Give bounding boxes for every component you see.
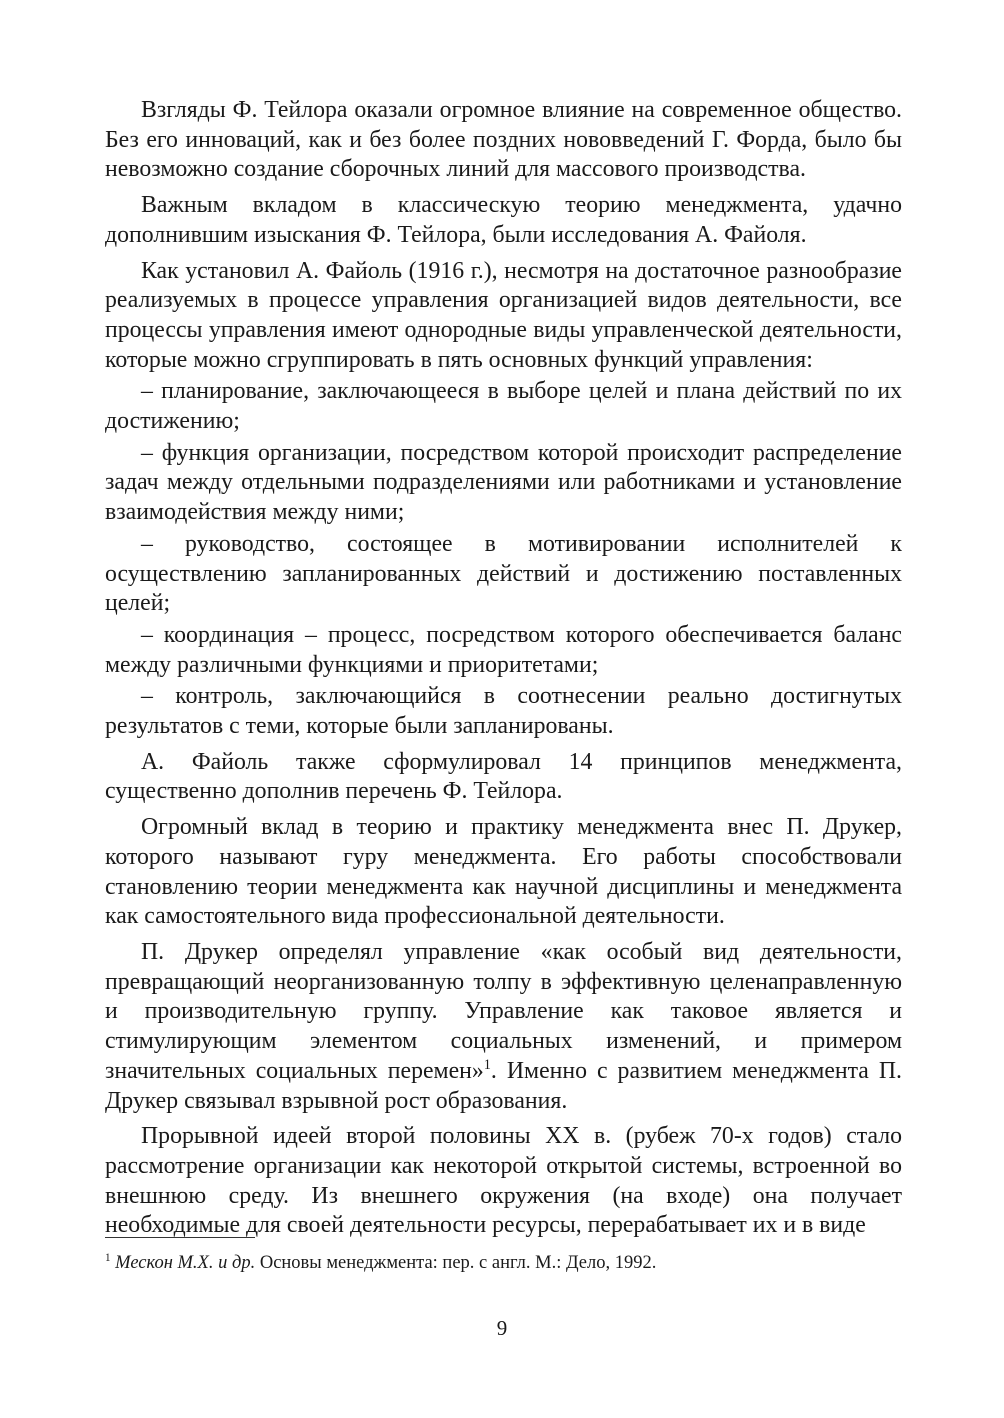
footnote-source: Основы менеджмента: пер. с англ. М.: Дело, 1992. bbox=[255, 1253, 657, 1273]
footnote-reference[interactable]: 1 bbox=[483, 1056, 491, 1073]
page-body bbox=[105, 96, 902, 1243]
footnote bbox=[105, 1251, 902, 1275]
drucker-tail-text: . Именно с развитием менеджмента П. Друкер связывал взрывной рост образования. bbox=[105, 1057, 902, 1114]
list-item-control: – контроль, заключающийся в соотнесении реально достигнутых результатов с теми, которые были запланированы. bbox=[105, 683, 902, 740]
paragraph-fayol-principles: А. Файоль также сформулировал 14 принципов менеджмента, существенно дополнив перечень Ф. Тейлора. bbox=[105, 748, 902, 805]
main-text bbox=[105, 96, 902, 1241]
paragraph-fayol-contribution: Важным вкладом в классическую теорию менеджмента, удачно дополнившим изыскания Ф. Тейлора, были исследования А. Файоля. bbox=[105, 192, 902, 248]
list-item-planning: – планирование, заключающееся в выборе целей и плана действий по их достижению; bbox=[105, 378, 902, 435]
paragraph-taylor-influence: Взгляды Ф. Тейлора оказали огромное влияние на современное общество. Без его инноваций, как и без более поздних нововведений Г. Форда, было бы невозможно создание сборочных линий для массового производства. bbox=[105, 97, 902, 183]
footnote-divider bbox=[105, 1237, 255, 1238]
list-item-leadership: – руководство, состоящее в мотивировании исполнителей к осуществлению запланированных действий и достижению поставленных целей; bbox=[105, 530, 902, 617]
paragraph-fayol-functions-intro: Как установил А. Файоль (1916 г.), несмотря на достаточное разнообразие реализуемых в процессе управления организацией видов деятельности, все процессы управления имеют однородные виды управленческой деятельности, которые можно сгруппировать в пять основных функций управления: bbox=[105, 257, 902, 373]
paragraph-open-system: Прорывной идеей второй половины XX в. (рубеж 70-х годов) стало рассмотрение организации как некоторой открытой системы, встроенной во внешнюю среду. Из внешнего окружения (на входе) она получает необходимые для своей деятельности ресурсы, перерабатывает их и в виде bbox=[105, 1123, 902, 1239]
paragraph-drucker-definition bbox=[105, 938, 902, 1116]
list-item-coordination: – координация – процесс, посредством которого обеспечивается баланс между различными функциями и приоритетами; bbox=[105, 621, 902, 678]
footnote-mark: 1 bbox=[105, 1251, 111, 1264]
drucker-quote-text: П. Друкер определял управление «как особый вид деятельности, превращающий неорганизованную толпу в эффективную целенаправленную и производительную группу. Управление как таковое является и стимулирующим элементом социальных изменений, и примером значительных социальных перемен» bbox=[105, 938, 902, 1084]
footnote-author: Мескон М.Х. и др. bbox=[115, 1253, 256, 1273]
paragraph-drucker-guru: Огромный вклад в теорию и практику менеджмента внес П. Друкер, которого называют гуру менеджмента. Его работы способствовали становлению теории менеджмента как научной дисциплины и менеджмента как самостоятельного вида профессиональной деятельности. bbox=[105, 814, 902, 930]
list-item-organization: – функция организации, посредством которой происходит распределение задач между отдельными подразделениями или работниками и установление взаимодействия между ними; bbox=[105, 439, 902, 526]
page-number: 9 bbox=[496, 1316, 508, 1340]
